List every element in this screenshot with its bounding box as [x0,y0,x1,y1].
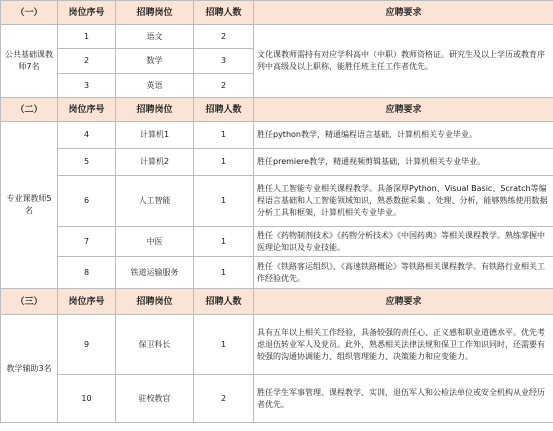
table-row [1,227,553,257]
group-name: 公共基础课教师7名 [1,25,58,98]
requirement-cell: 胜任python教学，精通编程语言基础，计算机相关专业毕业。 [254,122,553,149]
seq-cell: 1 [58,25,116,49]
position-cell: 英语 [116,74,194,98]
position-cell: 人工智能 [116,176,194,227]
position-cell: 驻校教官 [116,375,194,423]
seq-cell: 7 [58,227,116,257]
header-count: 招聘人数 [194,1,254,25]
header-count: 招聘人数 [194,289,254,315]
count-cell: 2 [194,74,254,98]
seq-cell: 4 [58,122,116,149]
position-cell: 计算机2 [116,149,194,176]
position-cell: 语文 [116,25,194,49]
header-count: 招聘人数 [194,98,254,122]
requirement-cell: 胜任人工智能专业相关课程教学。具备深厚Python、Visual Basic、Scratch等编程语言基础和人工智能领域知识，熟悉数据采集 、处理、分析，能够熟练使用数据分析工具和框架，计算机相关专业毕业。 [254,176,553,227]
seq-cell: 10 [58,375,116,423]
header-seq: 岗位序号 [58,289,116,315]
section-3-header-row [1,289,553,315]
position-cell: 数学 [116,49,194,74]
header-position: 招聘岗位 [116,289,194,315]
header-requirements: 应聘要求 [254,98,553,122]
header-seq: 岗位序号 [58,1,116,25]
requirement-cell: 胜任学生军事管理、课程教学、实训，退伍军人和公检法单位或安全机构从业经历者优先。 [254,375,553,423]
requirement-cell: 胜任premiere教学，精通视频剪辑基础，计算机相关专业毕业。 [254,149,553,176]
section-2-header-row [1,98,553,122]
count-cell: 2 [194,375,254,423]
requirement-cell: 文化课教师需持有对应学科高中（中职）教师资格证。研究生及以上学历或教育序列中高级及以上职称，能胜任班主任工作者优先。 [254,25,553,98]
requirement-cell: 胜任《铁路客运组织》、《高速铁路概论》等铁路相关课程教学。有铁路行业相关工作经验优先。 [254,257,553,289]
position-cell: 铁道运输服务 [116,257,194,289]
seq-cell: 9 [58,315,116,375]
header-seq: 岗位序号 [58,98,116,122]
count-cell: 1 [194,315,254,375]
position-cell: 保卫科长 [116,315,194,375]
group-name: 教学辅助3名 [1,315,58,423]
header-requirements: 应聘要求 [254,1,553,25]
seq-cell: 2 [58,49,116,74]
table-row [1,315,553,375]
count-cell: 3 [194,49,254,74]
table-row [1,375,553,423]
section-1-header-row [1,1,553,25]
section-number: （二） [1,98,58,122]
count-cell: 1 [194,176,254,227]
requirement-cell: 胜任《药物制剂技术》《药物分析技术》《中国药典》等相关课程教学。熟练掌握中医理论知识及专业技能。 [254,227,553,257]
seq-cell: 8 [58,257,116,289]
section-number: （一） [1,1,58,25]
count-cell: 1 [194,257,254,289]
group-name: 专业课教师5名 [1,122,58,289]
count-cell: 1 [194,149,254,176]
header-position: 招聘岗位 [116,1,194,25]
section-number: （三） [1,289,58,315]
count-cell: 1 [194,227,254,257]
table-row [1,257,553,289]
header-requirements: 应聘要求 [254,289,553,315]
table-row [1,149,553,176]
position-cell: 中医 [116,227,194,257]
count-cell: 2 [194,25,254,49]
table-row [1,25,553,49]
requirement-cell: 具有五年以上相关工作经验，具备较强的责任心、正义感和职业道德水平。优先考虑退伍转业军人及党员。此外，熟悉相关法律法规和保卫工作知识同时，还需要有较强的沟通协调能力、组织管理能力、决策能力和应变能力。 [254,315,553,375]
seq-cell: 5 [58,149,116,176]
position-cell: 计算机1 [116,122,194,149]
seq-cell: 3 [58,74,116,98]
table-row [1,122,553,149]
table-row [1,176,553,227]
seq-cell: 6 [58,176,116,227]
header-position: 招聘岗位 [116,98,194,122]
count-cell: 1 [194,122,254,149]
